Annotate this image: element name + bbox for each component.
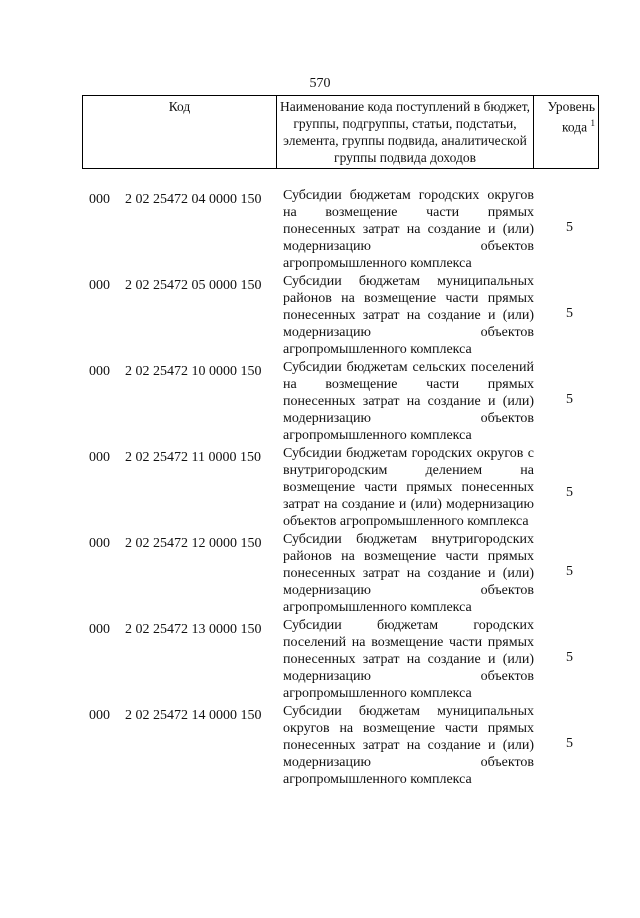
row-level: 5 [566, 220, 573, 235]
row-level: 5 [566, 485, 573, 500]
row-code: 2 02 25472 11 0000 150 [125, 450, 261, 465]
row-prefix: 000 [89, 192, 110, 207]
row-prefix: 000 [89, 622, 110, 637]
table-row [0, 703, 640, 788]
row-level: 5 [566, 650, 573, 665]
page-number: 570 [309, 76, 331, 91]
row-code: 2 02 25472 10 0000 150 [125, 364, 262, 379]
row-name: Субсидии бюджетам муниципальных округов на возмещение части прямых понесенных затрат на создание и (или) модернизацию объектов агропромышленного комплекса [283, 704, 534, 787]
row-name: Субсидии бюджетам муниципальных районов на возмещение части прямых понесенных затрат на создание и (или) модернизацию объектов агропромышленного комплекса [283, 274, 534, 357]
row-prefix: 000 [89, 450, 110, 465]
table-row [0, 617, 640, 702]
row-code: 2 02 25472 05 0000 150 [125, 278, 262, 293]
table-row [0, 531, 640, 616]
row-code: 2 02 25472 13 0000 150 [125, 622, 262, 637]
row-prefix: 000 [89, 278, 110, 293]
row-prefix: 000 [89, 536, 110, 551]
row-code: 2 02 25472 14 0000 150 [125, 708, 262, 723]
header-code: Код [83, 96, 277, 169]
header-level-cell [534, 96, 599, 169]
header-name: Наименование кода поступлений в бюджет, группы, подгруппы, статьи, подстатьи, элемента, группы подвида, аналитической группы подвида доходов [277, 96, 534, 169]
row-name: Субсидии бюджетам сельских поселений на возмещение части прямых понесенных затрат на создание и (или) модернизацию объектов агропромышленного комплекса [283, 360, 534, 443]
row-level: 5 [566, 564, 573, 579]
footnote-marker: 1 [590, 118, 595, 128]
table-body [0, 187, 640, 789]
row-name: Субсидии бюджетам городских поселений на возмещение части прямых понесенных затрат на создание и (или) модернизацию объектов агропромышленного комплекса [283, 618, 534, 701]
row-prefix: 000 [89, 364, 110, 379]
row-name: Субсидии бюджетам внутригородских районов на возмещение части прямых понесенных затрат на создание и (или) модернизацию объектов агропромышленного комплекса [283, 532, 534, 615]
row-prefix: 000 [89, 708, 110, 723]
table-row [0, 187, 640, 272]
row-name: Субсидии бюджетам городских округов на возмещение части прямых понесенных затрат на создание и (или) модернизацию объектов агропромышленного комплекса [283, 188, 534, 271]
row-level: 5 [566, 392, 573, 407]
header-level: Уровень кода [547, 99, 595, 135]
table-header [82, 95, 599, 169]
row-code: 2 02 25472 04 0000 150 [125, 192, 262, 207]
table-row [0, 445, 640, 530]
table-row [0, 359, 640, 444]
row-name: Субсидии бюджетам городских округов с внутригородским делением на возмещение части прямых понесенных затрат на создание и (или) модернизацию объектов агропромышленного комплекса [283, 446, 534, 529]
row-level: 5 [566, 736, 573, 751]
table-row [0, 273, 640, 358]
row-code: 2 02 25472 12 0000 150 [125, 536, 262, 551]
row-level: 5 [566, 306, 573, 321]
